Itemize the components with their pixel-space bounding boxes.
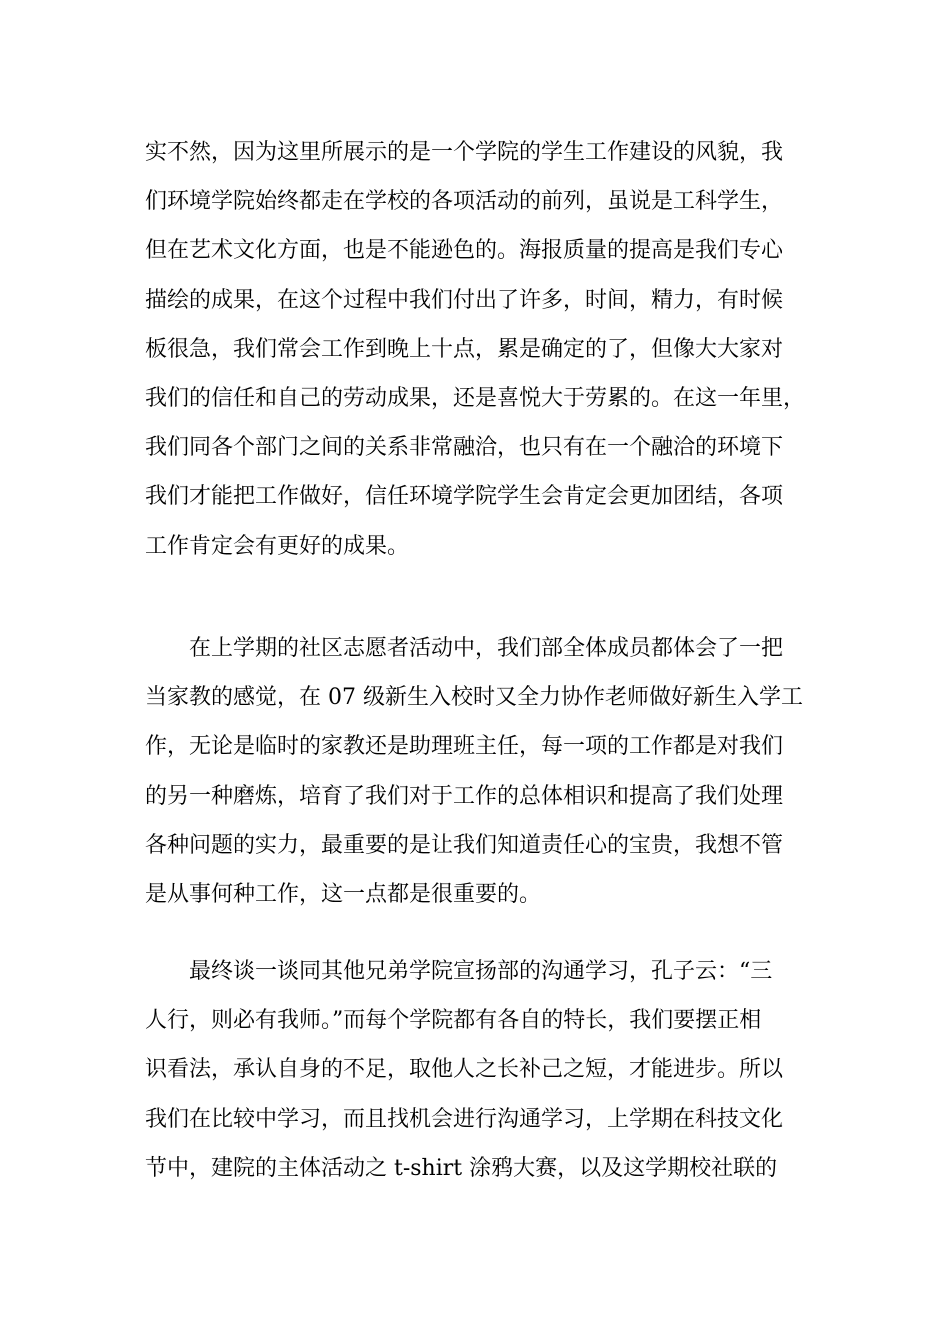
text-line: 作，无论是临时的家教还是助理班主任，每一项的工作都是对我们 [145, 734, 784, 760]
text-line: 们环境学院始终都走在学校的各项活动的前列，虽说是工科学生， [145, 189, 784, 215]
text-line: 但在艺术文化方面，也是不能逊色的。海报质量的提高是我们专心 [145, 238, 784, 264]
text-line: 在上学期的社区志愿者活动中，我们部全体成员都体会了一把 [145, 636, 784, 661]
text-line: 识看法，承认自身的不足，取他人之长补己之短，才能进步。所以 [145, 1057, 784, 1083]
paragraph-2 [145, 624, 815, 919]
text-line: 的另一种磨炼，培育了我们对于工作的总体相识和提高了我们处理 [145, 783, 784, 809]
text-line: 最终谈一谈同其他兄弟学院宣扬部的沟通学习，孔子云：“三 [145, 959, 773, 984]
text-line: 我们才能把工作做好，信任环境学院学生会肯定会更加团结，各项 [145, 484, 784, 510]
text-line: 实不然，因为这里所展示的是一个学院的学生工作建设的风貌，我 [145, 140, 784, 165]
text-line: 节中，建院的主体活动之 t-shirt 涂鸦大赛，以及这学期校社联的 [145, 1155, 778, 1181]
text-line: 板很急，我们常会工作到晚上十点，累是确定的了，但像大大家对 [145, 336, 784, 362]
text-line: 人行，则必有我师。”而每个学院都有各自的特长，我们要摆正相 [145, 1008, 762, 1034]
text-line: 描绘的成果，在这个过程中我们付出了许多，时间，精力，有时候 [145, 287, 784, 313]
text-line: 各种问题的实力，最重要的是让我们知道责任心的宝贵，我想不管 [145, 832, 784, 858]
text-line: 工作肯定会有更好的成果。 [145, 533, 410, 559]
paragraph-1 [145, 128, 815, 571]
text-line: 当家教的感觉，在 07 级新生入校时又全力协作老师做好新生入学工 [145, 685, 803, 711]
text-line: 我们的信任和自己的劳动成果，还是喜悦大于劳累的。在这一年里， [145, 385, 806, 411]
text-line: 我们在比较中学习，而且找机会进行沟通学习，上学期在科技文化 [145, 1106, 784, 1132]
text-line: 是从事何种工作，这一点都是很重要的。 [145, 881, 542, 907]
paragraph-3 [145, 947, 815, 1193]
text-line: 我们同各个部门之间的关系非常融洽，也只有在一个融洽的环境下 [145, 435, 784, 461]
